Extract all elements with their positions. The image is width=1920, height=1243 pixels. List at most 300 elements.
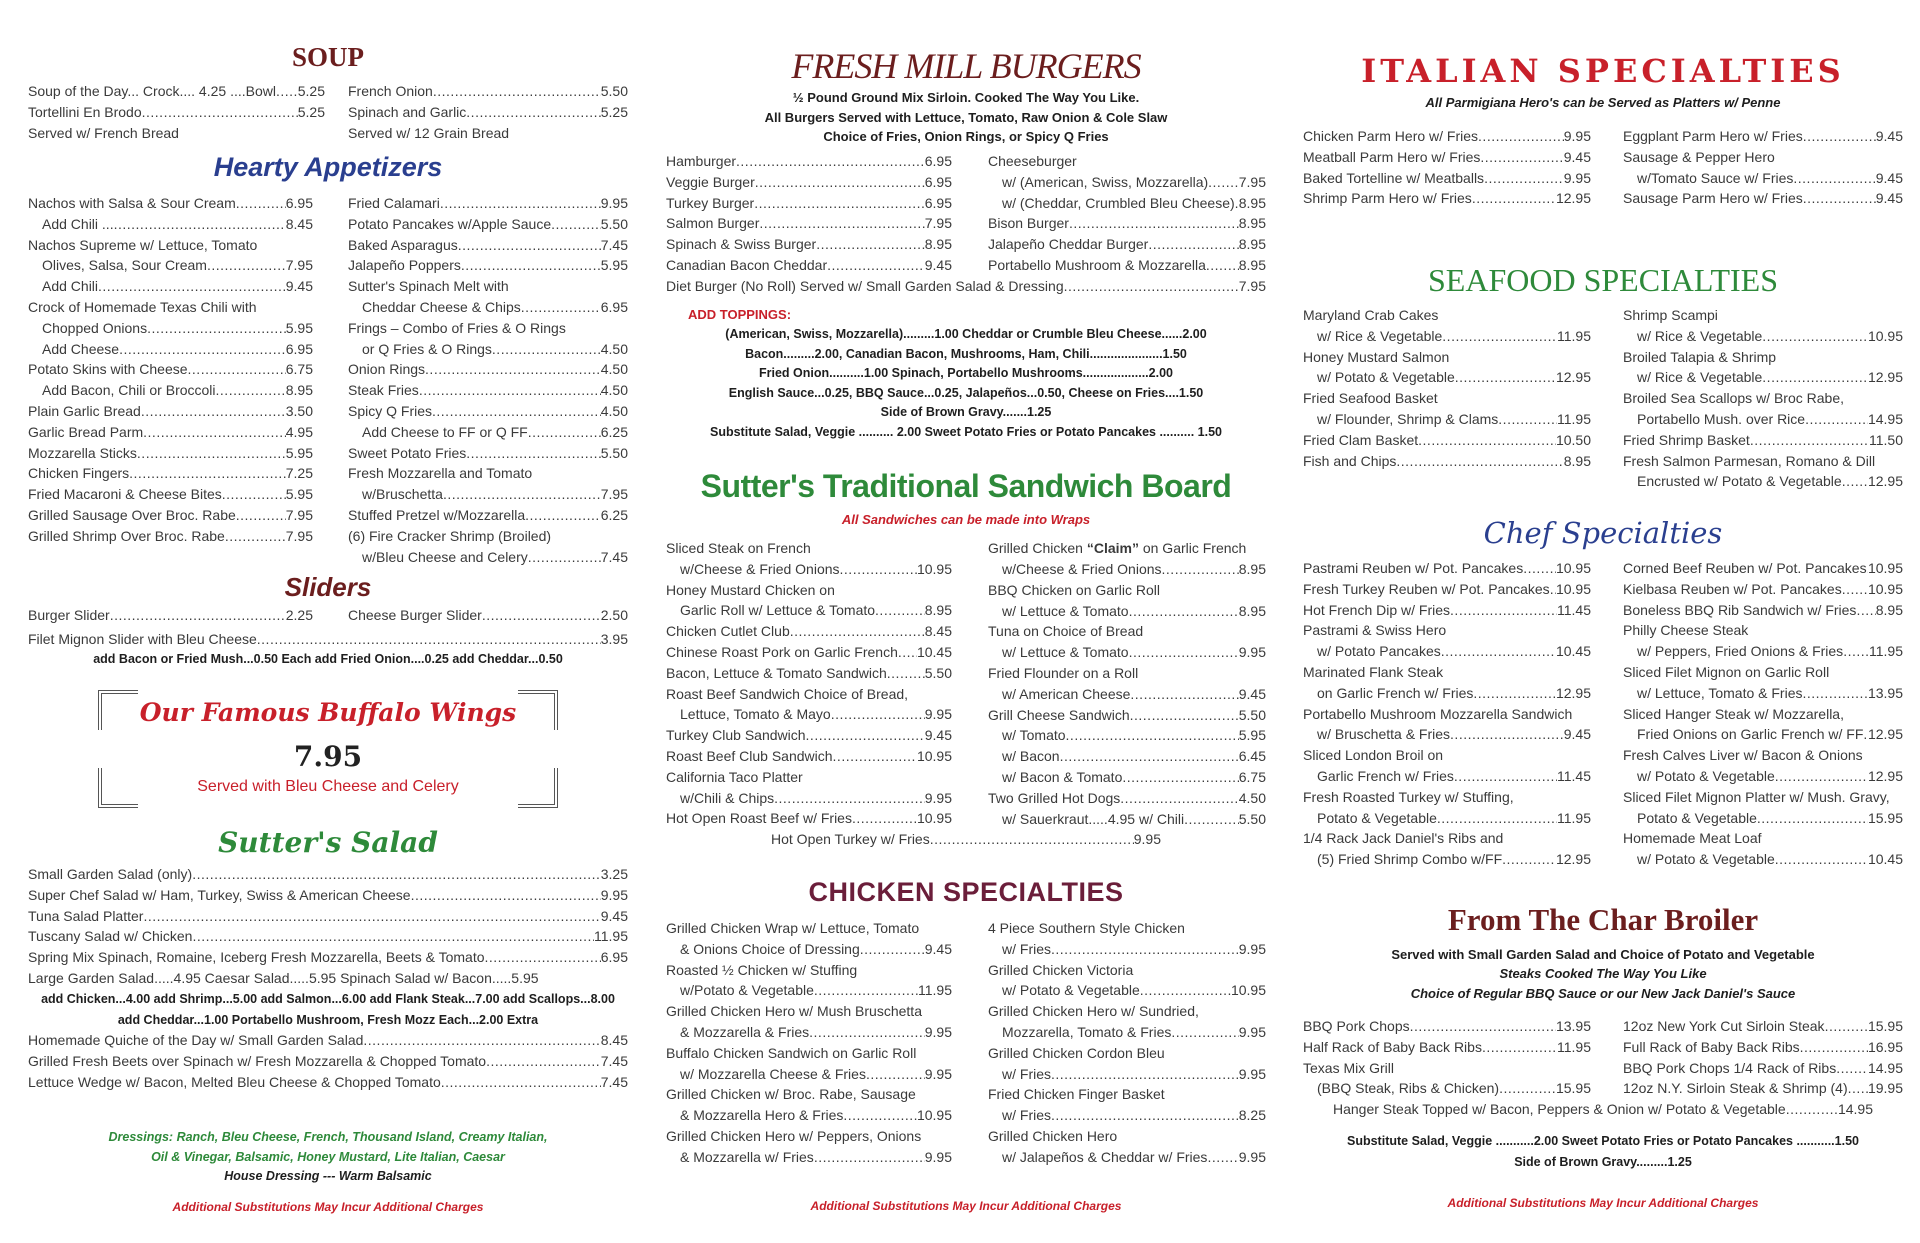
item-name: Mozzarella Sticks xyxy=(28,444,137,461)
item-price: 12.95 xyxy=(1867,369,1903,386)
burgers-sub-2: All Burgers Served with Lettuce, Tomato, Raw Onion & Cole Slaw xyxy=(764,110,1168,125)
dot-leader xyxy=(1803,188,1876,209)
menu-item-text: Sliced Filet Mignon Platter w/ Mush. Gravy, xyxy=(1623,788,1890,805)
menu-item-text: Served w/ 12 Grain Bread xyxy=(348,124,510,141)
menu-item xyxy=(1303,1078,1591,1099)
wings-price: 7.95 xyxy=(293,740,363,773)
menu-item xyxy=(1623,641,1903,662)
dot-leader xyxy=(759,213,924,234)
menu-item-text: BBQ Chicken on Garlic Roll xyxy=(988,581,1160,598)
item-name: Burger Slider xyxy=(28,607,110,623)
item-name: Turkey Club Sandwich xyxy=(666,727,806,744)
dot-leader xyxy=(898,642,917,663)
dot-leader xyxy=(1523,558,1556,579)
menu-item-text: Philly Cheese Steak xyxy=(1623,622,1749,639)
dot-leader xyxy=(840,559,917,580)
item-price: 5.50 xyxy=(1238,706,1266,723)
appetizers-list-left xyxy=(28,193,313,547)
dot-leader xyxy=(1762,367,1868,388)
menu-item xyxy=(1303,808,1591,829)
substitution-note: Additional Substitutions May Incur Additional Charges xyxy=(172,1200,484,1214)
item-price: 5.25 xyxy=(600,103,628,120)
item-name: w/ Potato & Vegetable xyxy=(1317,369,1455,386)
item-name: w/ Mozzarella Cheese & Fries xyxy=(680,1065,866,1082)
dot-leader xyxy=(1478,126,1564,147)
menu-item xyxy=(1303,188,1591,209)
menu-item xyxy=(28,526,313,547)
menu-item xyxy=(1303,367,1591,388)
item-price: 9.45 xyxy=(924,256,952,273)
item-price: 7.45 xyxy=(600,236,628,253)
menu-item-text: Fresh Mozzarella and Tomato xyxy=(348,465,533,482)
item-price: 6.95 xyxy=(285,340,313,357)
item-name: Fresh Turkey Reuben w/ Pot. Pancakes xyxy=(1303,580,1550,597)
appetizers-list-right xyxy=(348,193,628,567)
item-name: w/ Fries xyxy=(1002,1107,1051,1124)
item-name: Plain Garlic Bread xyxy=(28,402,141,419)
soup-heading: SOUP xyxy=(291,42,364,72)
menu-item: Hanger Steak Topped w/ Bacon, Peppers & Onion w/ Potato & Vegetable ..... 14.95 xyxy=(1333,1099,1873,1120)
seafood-heading: SEAFOOD SPECIALTIES xyxy=(1428,262,1778,298)
item-price: 6.25 xyxy=(600,423,628,440)
topping-line: Substitute Salad, Veggie .......... 2.00 Sweet Potato Fries or Potato Pancakes .......... 1.50 xyxy=(710,424,1222,439)
item-price: 13.95 xyxy=(1555,1018,1591,1034)
topping-line: Side of Brown Gravy.......1.25 xyxy=(880,405,1052,419)
item-name: & Mozzarella w/ Fries xyxy=(680,1148,814,1165)
menu-item-text: Grilled Chicken w/ Broc. Rabe, Sausage xyxy=(666,1086,916,1103)
hanger-steak-item xyxy=(1333,1099,1873,1120)
menu-item-text: Frings – Combo of Fries & O Rings xyxy=(348,319,566,336)
item-name: Sausage Parm Hero w/ Fries xyxy=(1623,190,1803,207)
item-price: 13.95 xyxy=(1867,684,1903,701)
item-price: 6.95 xyxy=(600,298,628,315)
item-name: (BBQ Steak, Ribs & Chicken) xyxy=(1317,1080,1500,1097)
dot-leader xyxy=(143,906,600,927)
menu-item-text: Grilled Chicken Cordon Bleu xyxy=(988,1044,1165,1061)
dot-leader xyxy=(1793,168,1875,189)
burgers-list-right xyxy=(988,151,1266,276)
dot-leader xyxy=(1441,641,1556,662)
menu-item xyxy=(988,234,1266,255)
item-name: Fried Shrimp Basket xyxy=(1623,431,1750,448)
item-price: 5.50 xyxy=(600,444,628,461)
item-price: 19.95 xyxy=(1867,1080,1903,1097)
menu-item-text: Roasted ½ Chicken w/ Stuffing xyxy=(666,961,858,978)
dot-leader xyxy=(1848,1078,1868,1099)
item-name: Encrusted w/ Potato & Vegetable xyxy=(1637,473,1842,490)
item-name: w/ Potato Pancakes xyxy=(1317,643,1441,660)
item-name: w/ Rice & Vegetable xyxy=(1637,369,1763,386)
menu-item xyxy=(28,463,313,484)
dot-leader xyxy=(433,81,601,102)
item-price: 14.95 xyxy=(1867,410,1903,427)
item-name: & Onions Choice of Dressing xyxy=(680,940,860,957)
item-name: w/Bruschetta xyxy=(362,486,443,503)
topping-line: English Sauce...0.25, BBQ Sauce...0.25, Jalapeños...0.50, Cheese on Fries....1.50 xyxy=(728,385,1204,400)
item-price: 10.95 xyxy=(1867,580,1903,597)
sandwich-list-left xyxy=(666,538,952,829)
seafood-list-left xyxy=(1303,305,1591,471)
dot-leader xyxy=(1825,1016,1868,1037)
dot-leader xyxy=(833,746,917,767)
menu-item xyxy=(988,1147,1266,1168)
item-name: Veggie Burger xyxy=(666,173,755,190)
dot-leader xyxy=(432,401,601,422)
item-name: Boneless BBQ Rib Sandwich w/ Fries xyxy=(1623,601,1857,618)
item-name: Fried Clam Basket xyxy=(1303,431,1419,448)
menu-item xyxy=(666,559,952,580)
item-name: Roast Beef Club Sandwich xyxy=(666,747,833,764)
item-name: Nachos with Salsa & Sour Cream xyxy=(28,195,236,211)
item-name: French Onion xyxy=(348,83,433,99)
char-extra-line: Substitute Salad, Veggie ...........2.00 Sweet Potato Fries or Potato Pancakes ...........1.50 xyxy=(1347,1134,1859,1148)
menu-item-text: Sliced Steak on French xyxy=(666,540,811,556)
menu-item xyxy=(28,605,313,626)
item-price: 6.75 xyxy=(285,361,313,378)
menu-item xyxy=(988,788,1266,809)
item-name: w/ American Cheese xyxy=(1002,685,1131,702)
menu-item xyxy=(28,505,313,526)
dot-leader xyxy=(425,359,601,380)
item-price: 8.95 xyxy=(1238,215,1266,232)
item-name: Cheddar Cheese & Chips xyxy=(362,298,521,315)
item-price: 8.95 xyxy=(1238,194,1266,211)
menu-item xyxy=(1623,683,1903,704)
menu-item: Hot Open Turkey w/ Fries ..... 9.95 xyxy=(771,829,1161,850)
item-price: 6.75 xyxy=(1238,768,1266,785)
item-price: 12.95 xyxy=(1867,767,1903,784)
item-price: 3.95 xyxy=(600,631,628,647)
menu-item-text: Fresh Roasted Turkey w/ Stuffing, xyxy=(1303,788,1514,805)
menu-item-text: Sausage & Pepper Hero xyxy=(1623,148,1775,165)
menu-item xyxy=(666,193,952,214)
item-name: w/ Sauerkraut.....4.95 w/ Chili xyxy=(1002,810,1185,827)
dot-leader xyxy=(486,1051,601,1072)
dot-leader xyxy=(1482,1037,1557,1058)
dot-leader xyxy=(809,1022,925,1043)
dot-leader xyxy=(736,151,925,172)
menu-item xyxy=(988,684,1266,705)
dot-leader xyxy=(1842,471,1868,492)
dot-leader xyxy=(1140,980,1231,1001)
menu-item xyxy=(666,980,952,1001)
menu-item xyxy=(28,276,313,297)
item-name: Steak Fries xyxy=(348,382,419,399)
item-price: 8.95 xyxy=(1238,602,1266,619)
dot-leader xyxy=(814,1147,925,1168)
menu-item xyxy=(666,746,952,767)
menu-item-text: Maryland Crab Cakes xyxy=(1303,307,1439,323)
char-extra-line: Side of Brown Gravy.........1.25 xyxy=(1514,1154,1692,1169)
menu-item-text: 4 Piece Southern Style Chicken xyxy=(988,920,1185,936)
menu-item-text: Fresh Salmon Parmesan, Romano & Dill xyxy=(1623,452,1876,469)
menu-item-text: Pastrami & Swiss Hero xyxy=(1303,622,1447,639)
item-name: Shrimp Parm Hero w/ Fries xyxy=(1303,190,1472,207)
dot-leader xyxy=(192,864,601,885)
item-name: Eggplant Parm Hero w/ Fries xyxy=(1623,128,1803,144)
item-name: w/ Potato & Vegetable xyxy=(1637,767,1775,784)
item-name: w/ Rice & Vegetable xyxy=(1317,327,1443,344)
item-name: Bacon, Lettuce & Tomato Sandwich xyxy=(666,664,887,681)
item-name: Filet Mignon Slider with Bleu Cheese xyxy=(28,631,257,647)
menu-item xyxy=(28,443,313,464)
item-price: 2.25 xyxy=(285,607,313,623)
dot-leader xyxy=(466,443,600,464)
menu-item xyxy=(1303,1037,1591,1058)
item-price: 4.50 xyxy=(600,402,628,419)
dot-leader xyxy=(363,1030,600,1051)
menu-item xyxy=(988,213,1266,234)
item-price: 5.50 xyxy=(1238,810,1266,827)
item-price: 15.95 xyxy=(1867,1018,1903,1034)
menu-item xyxy=(988,767,1266,788)
dot-leader xyxy=(1775,849,1868,870)
item-name: Spinach & Swiss Burger xyxy=(666,236,817,253)
menu-item xyxy=(1303,1016,1591,1037)
item-name: Lettuce Wedge w/ Bacon, Melted Bleu Cheese & Chopped Tomato xyxy=(28,1073,441,1090)
salad-large-line: Large Garden Salad.....4.95 Caesar Salad.....5.95 Spinach Salad w/ Bacon.....5.95 xyxy=(28,970,539,986)
menu-item xyxy=(348,193,628,214)
item-name: Add Cheese xyxy=(42,340,120,357)
item-name: Salmon Burger xyxy=(666,215,760,232)
menu-item-text: Grilled Chicken Hero w/ Sundried, xyxy=(988,1003,1199,1020)
menu-item xyxy=(666,788,952,809)
item-name: Grill Cheese Sandwich xyxy=(988,706,1130,723)
sliders-addons: add Bacon or Fried Mush...0.50 Each add Fried Onion....0.25 add Cheddar...0.50 xyxy=(93,652,563,666)
menu-item xyxy=(1303,168,1591,189)
item-price: 12.95 xyxy=(1555,369,1591,386)
menu-item xyxy=(1623,326,1903,347)
item-price: 7.45 xyxy=(600,1073,628,1090)
item-price: 10.95 xyxy=(916,560,952,577)
item-price: 11.95 xyxy=(1557,1038,1591,1055)
item-name: Turkey Burger xyxy=(666,194,755,211)
item-name: Garlic Bread Parm xyxy=(28,423,144,440)
menu-item-text: Sutter's Spinach Melt with xyxy=(348,278,509,295)
item-price: 12.95 xyxy=(1867,726,1903,743)
menu-item xyxy=(666,621,952,642)
menu-item xyxy=(348,359,628,380)
item-price: 8.95 xyxy=(924,236,952,253)
item-price: 5.95 xyxy=(285,444,313,461)
item-price: 11.95 xyxy=(1557,809,1591,826)
item-name: Grilled Sausage Over Broc. Rabe xyxy=(28,506,236,523)
sliders-heading: Sliders xyxy=(284,572,372,602)
item-price: 8.95 xyxy=(1563,452,1591,469)
item-price: 14.95 xyxy=(1867,1059,1903,1076)
item-name: w/Tomato Sauce w/ Fries xyxy=(1637,169,1794,186)
item-price: 7.45 xyxy=(600,1052,628,1069)
dot-leader xyxy=(843,1105,917,1126)
menu-item xyxy=(28,947,628,968)
menu-item-text: Fresh Calves Liver w/ Bacon & Onions xyxy=(1623,747,1863,764)
item-price: 12.95 xyxy=(1555,190,1591,207)
item-name: Fried Macaroni & Cheese Bites xyxy=(28,486,222,503)
item-price: 9.95 xyxy=(1238,1065,1266,1082)
topping-line: Fried Onion..........1.00 Spinach, Portabello Mushrooms...................2.00 xyxy=(759,366,1173,380)
seafood-list-right xyxy=(1623,305,1903,492)
menu-item xyxy=(28,926,628,947)
dot-leader xyxy=(1066,725,1239,746)
menu-item xyxy=(666,725,952,746)
menu-item xyxy=(988,980,1266,1001)
dot-leader xyxy=(790,621,925,642)
dot-leader xyxy=(192,926,594,947)
item-price: 7.95 xyxy=(1238,278,1266,294)
item-price: 16.95 xyxy=(1867,1038,1903,1055)
item-price: 8.95 xyxy=(285,382,313,399)
chicken-list-left xyxy=(666,918,952,1168)
dot-leader xyxy=(257,629,601,650)
dot-leader xyxy=(236,193,286,214)
item-price: 9.95 xyxy=(1238,1023,1266,1040)
menu-item xyxy=(988,172,1266,193)
menu-item xyxy=(1623,849,1903,870)
dot-leader xyxy=(129,463,286,484)
menu-item-text: Cheeseburger xyxy=(988,153,1077,169)
item-price: 11.95 xyxy=(1557,410,1591,427)
dot-leader xyxy=(755,172,925,193)
dot-leader xyxy=(1499,1078,1556,1099)
item-price: 8.95 xyxy=(924,602,952,619)
chef-heading: Chef Specialties xyxy=(1483,516,1723,550)
item-price: 9.45 xyxy=(1875,190,1903,207)
sandwich-last-item xyxy=(771,829,1161,850)
menu-item xyxy=(28,401,313,422)
salad-addon-line: add Chicken...4.00 add Shrimp...5.00 add Salmon...6.00 add Flank Steak...7.00 add Scallops...8.00 xyxy=(41,992,615,1006)
appetizers-heading: Hearty Appetizers xyxy=(213,152,443,182)
item-price: 5.50 xyxy=(600,83,628,99)
dot-leader xyxy=(1130,684,1238,705)
dot-leader xyxy=(860,939,925,960)
item-price: 5.50 xyxy=(924,664,952,681)
item-price: 9.95 xyxy=(1238,644,1266,661)
dot-leader xyxy=(441,1072,601,1093)
toppings-label: ADD TOPPINGS: xyxy=(688,307,792,322)
dot-leader xyxy=(1437,808,1557,829)
item-name: Full Rack of Baby Back Ribs xyxy=(1623,1038,1800,1055)
menu-item xyxy=(1303,326,1591,347)
item-price: 9.95 xyxy=(1238,1148,1266,1165)
menu-item-text: Crock of Homemade Texas Chili with xyxy=(28,298,257,315)
menu-item xyxy=(1623,724,1903,745)
item-name: Potato & Vegetable xyxy=(1637,809,1757,826)
dot-leader xyxy=(466,102,600,123)
dot-leader xyxy=(1206,255,1239,276)
item-price: 9.95 xyxy=(924,1148,952,1165)
item-price: 9.45 xyxy=(600,907,628,924)
menu-item xyxy=(348,297,628,318)
menu-item xyxy=(348,605,628,626)
dot-leader xyxy=(816,234,925,255)
item-price: 10.95 xyxy=(916,747,952,764)
item-name: Chicken Cutlet Club xyxy=(666,623,790,640)
item-name: Fish and Chips xyxy=(1303,452,1397,469)
menu-item xyxy=(1303,641,1591,662)
burgers-list-full xyxy=(666,276,1266,297)
item-name: w/ Jalapeños & Cheddar w/ Fries xyxy=(1002,1148,1208,1165)
char-extras xyxy=(1303,1131,1903,1173)
menu-item xyxy=(1623,808,1903,829)
menu-item-text: Grilled Chicken Hero w/ Mush Bruschetta xyxy=(666,1003,922,1020)
menu-item xyxy=(1623,126,1903,147)
sandwich-subtitle: All Sandwiches can be made into Wraps xyxy=(841,512,1091,527)
chef-list-left xyxy=(1303,558,1591,870)
dot-leader xyxy=(114,214,286,235)
menu-item xyxy=(28,380,313,401)
item-price: 7.45 xyxy=(600,548,628,565)
dot-leader xyxy=(411,885,601,906)
italian-heading: ITALIAN SPECIALTIES xyxy=(1361,52,1845,90)
item-price: 9.95 xyxy=(600,195,628,211)
dot-leader xyxy=(141,401,286,422)
toppings-list xyxy=(666,325,1266,442)
item-price: 11.95 xyxy=(1869,643,1903,660)
item-name: Add Chili ... xyxy=(42,215,114,232)
menu-item xyxy=(348,235,628,256)
item-name: w/ Bacon & Tomato xyxy=(1002,768,1123,785)
item-name: BBQ Pork Chops xyxy=(1303,1018,1410,1034)
dot-leader xyxy=(143,422,286,443)
dot-leader xyxy=(1060,746,1239,767)
menu-item xyxy=(1623,579,1903,600)
menu-item xyxy=(1623,409,1903,430)
item-name: Garlic Roll w/ Lettuce & Tomato xyxy=(680,602,876,619)
item-name: Potato Pancakes w/Apple Sauce xyxy=(348,215,552,232)
menu-item-text: Grilled Chicken Hero w/ Peppers, Onions xyxy=(666,1127,922,1144)
item-price: 8.95 xyxy=(1238,236,1266,253)
item-name: Kielbasa Reuben w/ Pot. Pancakes xyxy=(1623,580,1842,597)
menu-item-text: Fried Chicken Finger Basket xyxy=(988,1086,1165,1103)
menu-item xyxy=(1303,126,1591,147)
item-price: 6.95 xyxy=(285,195,313,211)
sliders-list-left xyxy=(28,605,313,626)
item-name: Stuffed Pretzel w/Mozzarella xyxy=(348,506,526,523)
item-name: w/ Bruschetta & Fries xyxy=(1317,726,1451,743)
dot-leader xyxy=(98,276,286,297)
item-name: Grilled Shrimp Over Broc. Rabe xyxy=(28,527,225,544)
item-name: Chinese Roast Pork on Garlic French xyxy=(666,643,898,660)
menu-item-text: Buffalo Chicken Sandwich on Garlic Roll xyxy=(666,1044,917,1061)
menu-item xyxy=(666,704,952,725)
char-list-right xyxy=(1623,1016,1903,1099)
item-price: 3.50 xyxy=(285,402,313,419)
dot-leader xyxy=(827,255,925,276)
dot-leader xyxy=(1442,326,1557,347)
dot-leader xyxy=(1171,1022,1238,1043)
menu-item xyxy=(348,255,628,276)
item-name: Lettuce, Tomato & Mayo xyxy=(680,706,831,723)
item-name: Mozzarella, Tomato & Fries xyxy=(1002,1023,1172,1040)
dressings-line-2: Oil & Vinegar, Balsamic, Honey Mustard, Lite Italian, Caesar xyxy=(151,1150,505,1164)
menu-item xyxy=(1303,849,1591,870)
burgers-sub-3: Choice of Fries, Onion Rings, or Spicy Q Fries xyxy=(823,129,1109,144)
italian-list-left xyxy=(1303,126,1591,209)
menu-item-text: Grilled Chicken Wrap w/ Lettuce, Tomato xyxy=(666,920,920,936)
dot-leader xyxy=(1842,579,1868,600)
menu-item xyxy=(988,746,1266,767)
item-name: Jalapeño Cheddar Burger xyxy=(988,236,1149,253)
item-name: Spinach and Garlic xyxy=(348,103,467,120)
item-price: 7.95 xyxy=(924,215,952,232)
dot-leader xyxy=(774,788,925,809)
item-price: 5.95 xyxy=(600,257,628,274)
dot-leader xyxy=(1498,409,1557,430)
dot-leader xyxy=(1750,430,1869,451)
dot-leader xyxy=(1051,939,1239,960)
item-name: Cheese Burger Slider xyxy=(348,607,482,623)
item-price: 8.95 xyxy=(1875,601,1903,618)
